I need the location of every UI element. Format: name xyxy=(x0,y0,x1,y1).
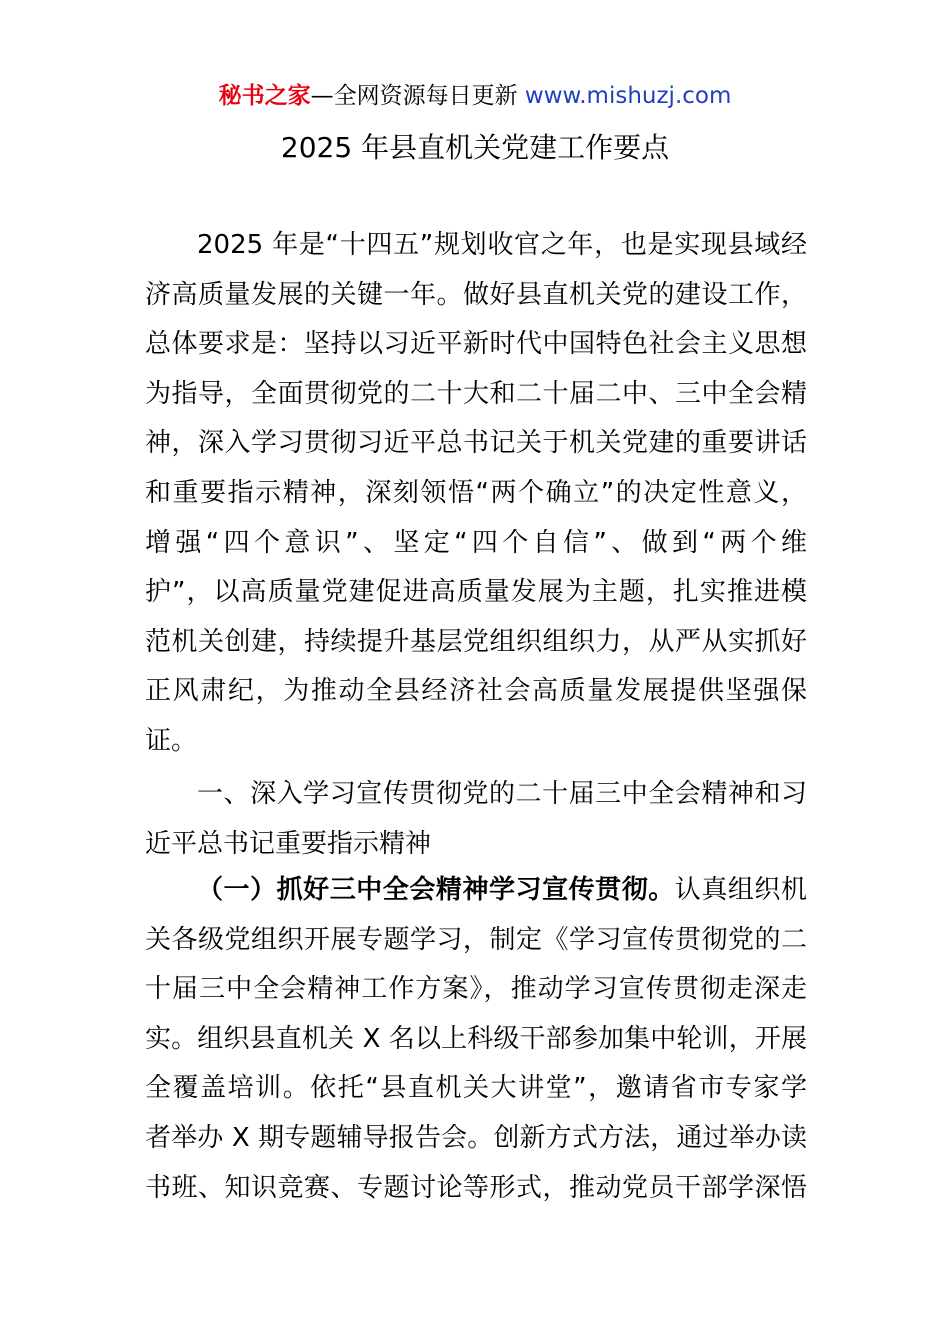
paragraph-line: 范机关创建，持续提升基层党组织组织力，从严从实抓好 xyxy=(145,626,807,657)
document-title: 2025 年县直机关党建工作要点 xyxy=(280,131,670,164)
paragraph-line: 书班、知识竞赛、专题讨论等形式，推动党员干部学深悟 xyxy=(145,1172,807,1203)
site-tagline: —全网资源每日更新 xyxy=(310,83,525,109)
paragraph-line: 神，深入学习贯彻习近平总书记关于机关党建的重要讲话 xyxy=(145,428,807,459)
paragraph-line: 实。组织县直机关 X 名以上科级干部参加集中轮训，开展 xyxy=(145,1023,807,1054)
subsection-paragraph xyxy=(145,866,807,1213)
paragraph-line: 和重要指示精神，深刻领悟“两个确立”的决定性意义， xyxy=(145,477,807,508)
paragraph-line: 关各级党组织开展专题学习，制定《学习宣传贯彻党的二 xyxy=(145,924,807,955)
site-header xyxy=(0,80,950,112)
subsection-heading: （一）抓好三中全会精神学习宣传贯彻。 xyxy=(197,875,675,905)
section-heading xyxy=(145,770,807,869)
site-brand: 秘书之家 xyxy=(218,83,311,109)
site-url-link[interactable]: www.mishuzj.com xyxy=(524,83,732,109)
paragraph-line: 济高质量发展的关键一年。做好县直机关党的建设工作， xyxy=(145,279,807,310)
paragraph-line: 者举办 X 期专题辅导报告会。创新方式方法，通过举办读 xyxy=(145,1122,807,1153)
paragraph-line-rest: 认真组织机 xyxy=(674,875,807,905)
paragraph-line: 全覆盖培训。依托“县直机关大讲堂”，邀请省市专家学 xyxy=(145,1073,807,1104)
paragraph-line: 为指导，全面贯彻党的二十大和二十届二中、三中全会精 xyxy=(145,378,807,409)
paragraph-line: 护”，以高质量党建促进高质量发展为主题，扎实推进模 xyxy=(145,577,807,608)
heading-line: 一、深入学习宣传贯彻党的二十届三中全会精神和习 xyxy=(197,779,807,809)
heading-line: 近平总书记重要指示精神 xyxy=(145,828,432,859)
paragraph-line xyxy=(145,866,807,916)
paragraph-line: 证。 xyxy=(145,725,198,756)
paragraph-line: 正风肃纪，为推动全县经济社会高质量发展提供坚强保 xyxy=(145,676,807,707)
paragraph-line: 总体要求是：坚持以习近平新时代中国特色社会主义思想 xyxy=(145,329,807,360)
paragraph-line: 2025 年是“十四五”规划收官之年，也是实现县域经 xyxy=(197,230,807,260)
paragraph-line: 增强“四个意识”、坚定“四个自信”、做到“两个维 xyxy=(145,527,807,558)
paragraph-line: 十届三中全会精神工作方案》，推动学习宣传贯彻走深走 xyxy=(145,974,807,1005)
intro-paragraph xyxy=(145,221,807,767)
